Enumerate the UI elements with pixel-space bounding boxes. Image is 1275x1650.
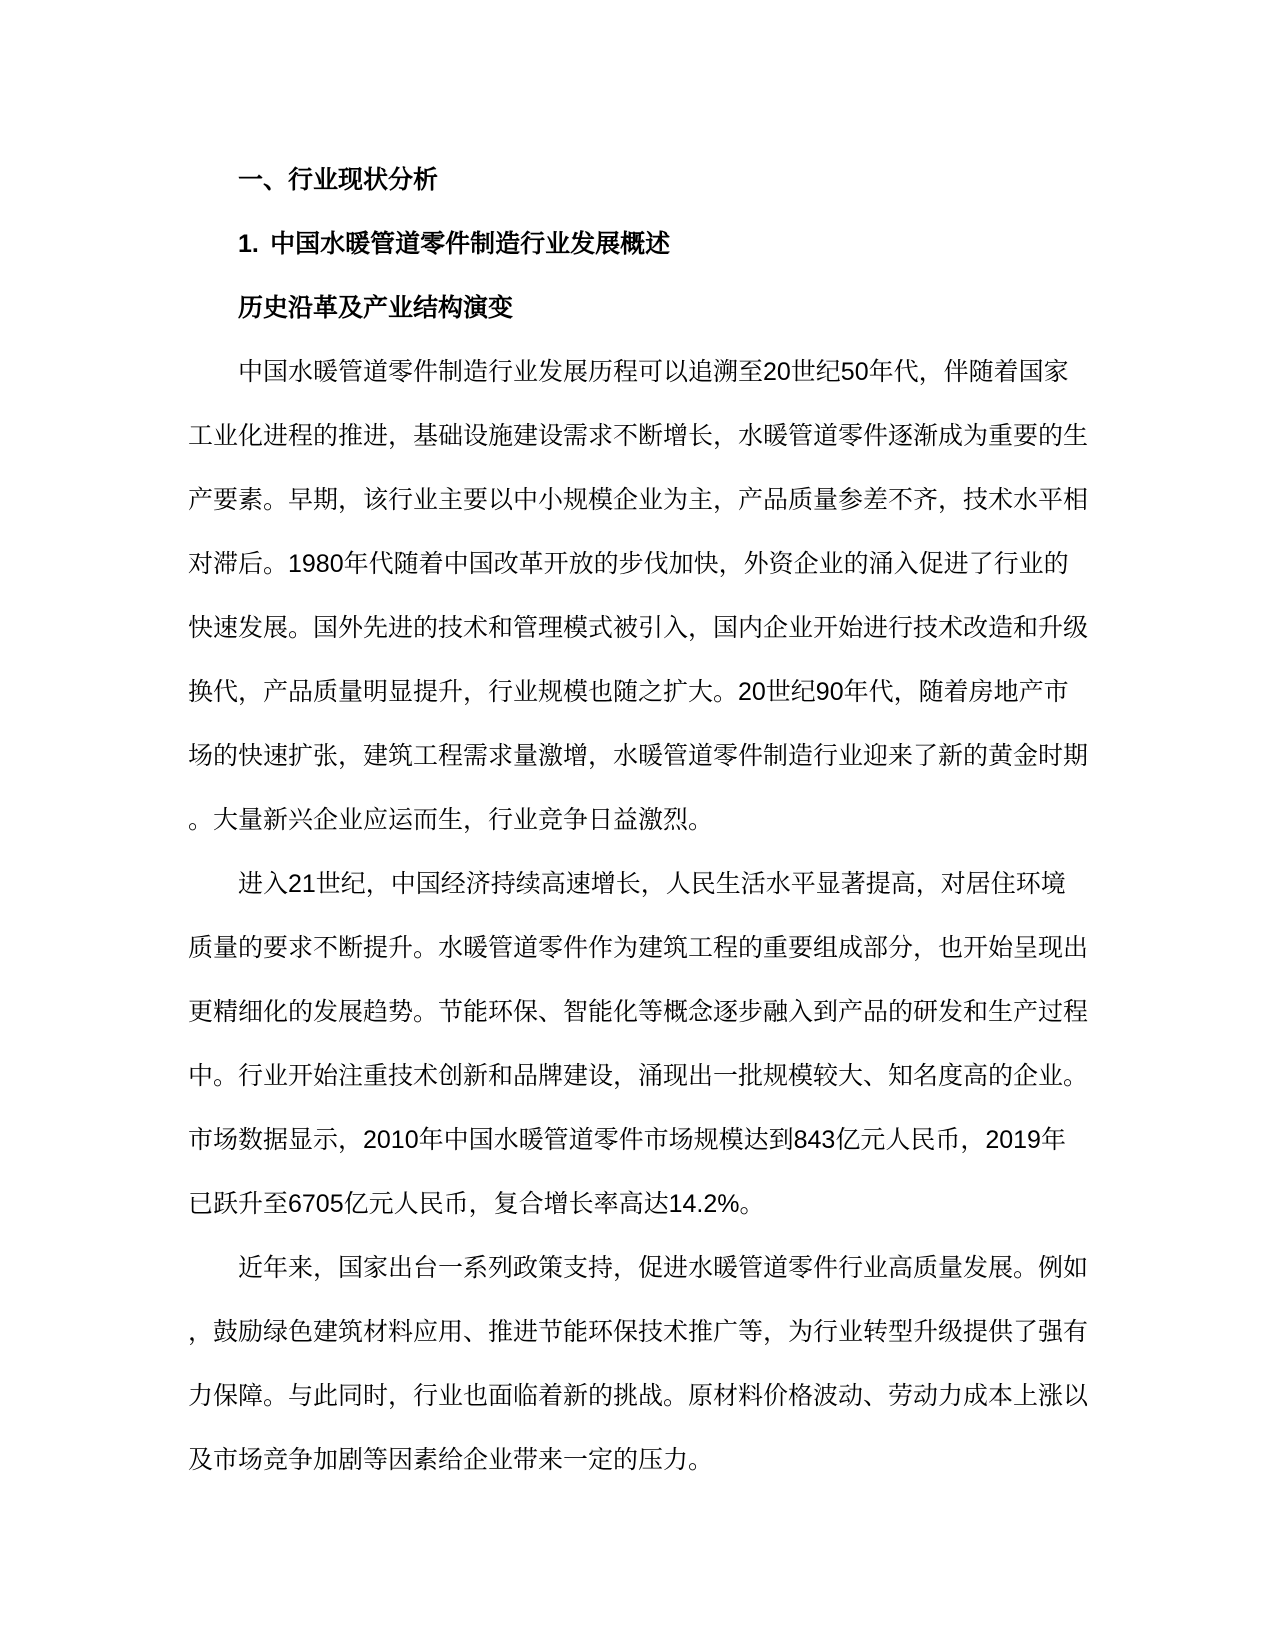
topic-heading: 历史沿革及产业结构演变 [238, 294, 514, 322]
paragraph-21st-century: 进入21世纪，中国经济持续高速增长，人民生活水平显著提高，对居住环境质量的要求不断提升。水暖管道零件作为建筑工程的重要组成部分，也开始呈现出更精细化的发展趋势。节能环保、智能化等概念逐步融入到产品的研发和生产过程中。行业开始注重技术创新和品牌建设，涌现出一批规模较大、知名度高的企业。市场数据显示，2010年中国水暖管道零件市场规模达到843亿元人民币，2019年已跃升至6705亿元人民币，复合增长率高达14.2%。 [188, 870, 1089, 1218]
section-heading: 一、行业现状分析 [238, 166, 439, 194]
paragraph-history: 中国水暖管道零件制造行业发展历程可以追溯至20世纪50年代，伴随着国家工业化进程的推进，基础设施建设需求不断增长，水暖管道零件逐渐成为重要的生产要素。早期，该行业主要以中小规模企业为主，产品质量参差不齐，技术水平相对滞后。1980年代随着中国改革开放的步伐加快，外资企业的涌入促进了行业的快速发展。国外先进的技术和管理模式被引入，国内企业开始进行技术改造和升级换代，产品质量明显提升，行业规模也随之扩大。20世纪90年代，随着房地产市场的快速扩张，建筑工程需求量激增，水暖管道零件制造行业迎来了新的黄金时期。大量新兴企业应运而生，行业竞争日益激烈。 [188, 358, 1089, 834]
paragraph-policy: 近年来，国家出台一系列政策支持，促进水暖管道零件行业高质量发展。例如，鼓励绿色建筑材料应用、推进节能环保技术推广等，为行业转型升级提供了强有力保障。与此同时，行业也面临着新的挑战。原材料价格波动、劳动力成本上涨以及市场竞争加剧等因素给企业带来一定的压力。 [188, 1254, 1089, 1474]
document-body [188, 148, 1089, 1492]
subsection-number: 1. [238, 230, 259, 258]
subsection-title: 中国水暖管道零件制造行业发展概述 [270, 230, 671, 258]
subsection-heading [188, 212, 1089, 276]
